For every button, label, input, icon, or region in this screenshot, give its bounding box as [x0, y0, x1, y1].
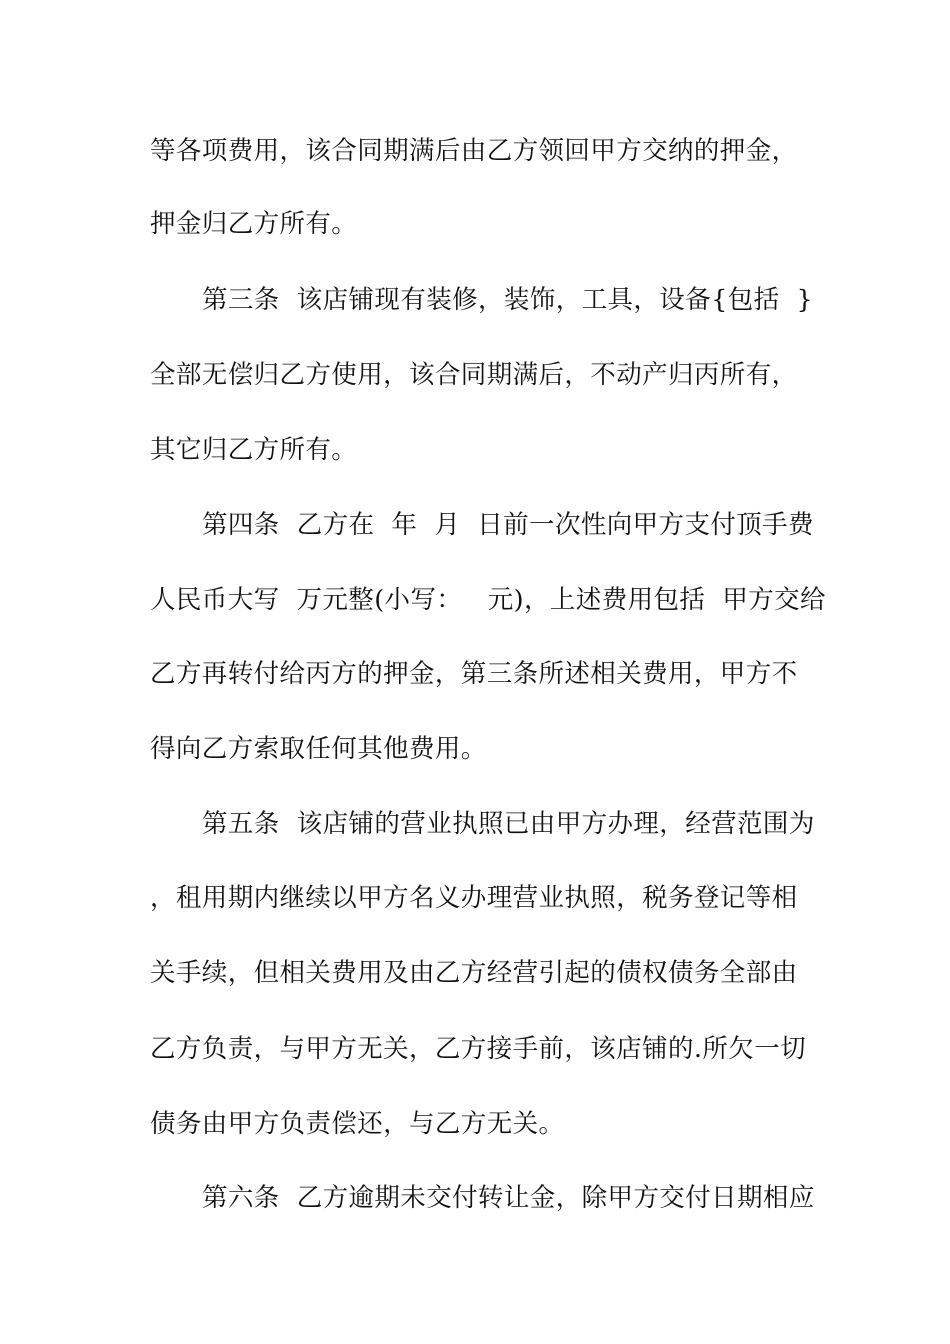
text-line: 得向乙方索取任何其他费用。 [150, 734, 487, 764]
text-line: ，租用期内继续以甲方名义办理营业执照，税务登记等相 [150, 883, 798, 913]
text-line: 乙方再转付给丙方的押金，第三条所述相关费用，甲方不 [150, 659, 798, 689]
paragraph-start-article-4: 第四条 乙方在 年 月 日前一次性向甲方支付顶手费 [202, 510, 814, 540]
paragraph-start-article-5: 第五条 该店铺的营业执照已由甲方办理，经营范围为 [202, 809, 815, 839]
text-line: 押金归乙方所有。 [150, 209, 358, 239]
paragraph-start-article-6: 第六条 乙方逾期未交付转让金，除甲方交付日期相应 [202, 1183, 815, 1213]
text-line: 人民币大写 万元整(小写： 元)，上述费用包括 甲方交给 [150, 585, 826, 615]
text-line: 等各项费用，该合同期满后由乙方领回甲方交纳的押金， [150, 136, 798, 166]
text-line: 乙方负责，与甲方无关，乙方接手前，该店铺的.所欠一切 [150, 1034, 807, 1064]
text-line: 全部无偿归乙方使用，该合同期满后，不动产归丙所有， [150, 360, 798, 390]
paragraph-start-article-3: 第三条 该店铺现有装修，装饰，工具，设备{包括 } [202, 285, 814, 315]
text-line: 债务由甲方负责偿还，与乙方无关。 [150, 1109, 565, 1139]
text-line: 其它归乙方所有。 [150, 435, 358, 465]
text-line: 关手续，但相关费用及由乙方经营引起的债权债务全部由 [150, 958, 798, 988]
